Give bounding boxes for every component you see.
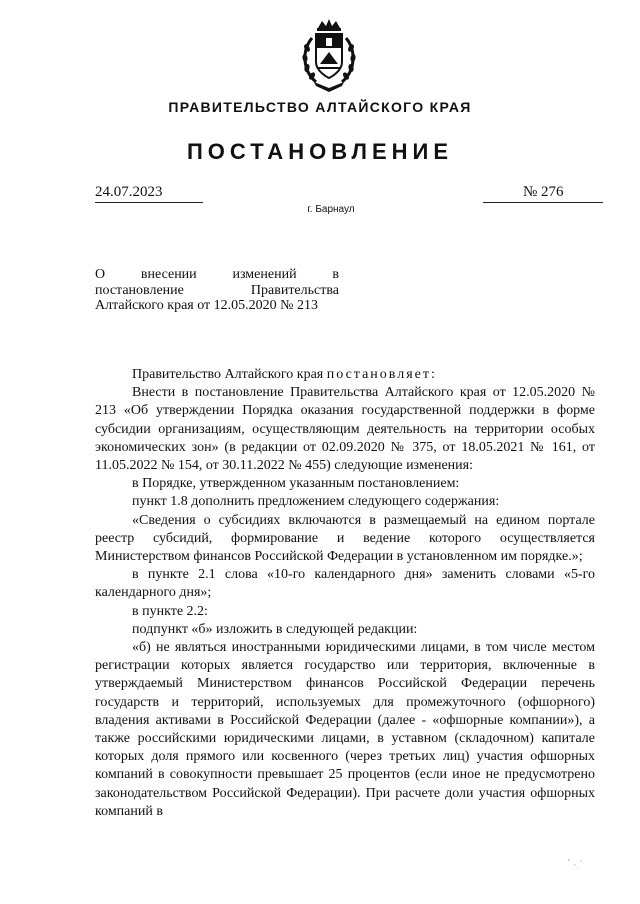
document-number: № 276 [523, 184, 564, 200]
subject-line-1: О внесении изменений в [95, 267, 339, 282]
altai-coat-of-arms-icon [298, 18, 360, 94]
paragraph-offshore-companies: «б) не являться иностранными юридическими лицами, в том числе местом регистрации которых является государство или территория, включенные в утверждаемый Министерством финансов Российской Федерации перечень государств и территорий, используемых для промежуточного (офшорного) владения активами в Российской Федерации (далее - «офшорные компании»), а также российскими юридическими лицами, в уставном (складочном) капитале которых доля прямого или косвенного (через третьих лиц) участия офшорных компаний в совокупности превышает 25 процентов (если иное не предусмотрено законодательством Российской Федерации). При расчете доли участия офшорных компаний в [95, 640, 595, 819]
document-number-field [483, 184, 603, 203]
paragraph-point-2-1: в пункте 2.1 слова «10-го календарного дня» заменить словами «5-го календарного дня»; [95, 567, 595, 601]
document-subject [95, 267, 339, 314]
document-body [95, 366, 595, 821]
paragraph-amendment: Внести в постановление Правительства Алтайского края от 12.05.2020 № 213 «Об утверждении Порядка оказания государственной поддержки в форме субсидии организациям, осуществляющим деятельность на территории особых экономических зон» (в редакции от 02.09.2020 № 375, от 18.05.2021 № 161, от 11.05.2022 № 154, от 30.11.2022 № 455) следующие изменения: [95, 385, 595, 474]
paragraph-order-intro: в Порядке, утвержденном указанным постановлением: [132, 476, 460, 492]
paragraph-subpoint-b: подпункт «б» изложить в следующей редакции: [132, 621, 418, 637]
paragraph-point-1-8: пункт 1.8 дополнить предложением следующего содержания: [132, 494, 500, 510]
city-name: г. Барнаул [307, 204, 355, 215]
scan-speckle-marks [566, 856, 586, 870]
document-type-title: ПОСТАНОВЛЕНИЕ [186, 139, 454, 164]
paragraph-point-2-2: в пункте 2.2: [132, 603, 208, 619]
document-date: 24.07.2023 [95, 184, 203, 203]
resolution-intro [95, 366, 595, 384]
subject-line-3: Алтайского края от 12.05.2020 № 213 [95, 298, 319, 313]
resolution-intro-lead: Правительство Алтайского края [132, 367, 327, 382]
resolution-intro-verb: постановляет: [326, 367, 437, 382]
subject-line-2: постановление Правительства [95, 282, 339, 298]
government-name: ПРАВИТЕЛЬСТВО АЛТАЙСКОГО КРАЯ [168, 99, 472, 115]
paragraph-subsidy-registry: «Сведения о субсидиях включаются в размещаемый на едином портале реестр субсидий, формирование и ведение которого осуществляется Министерством финансов Российской Федерации в установленном им порядке.»; [95, 512, 595, 565]
